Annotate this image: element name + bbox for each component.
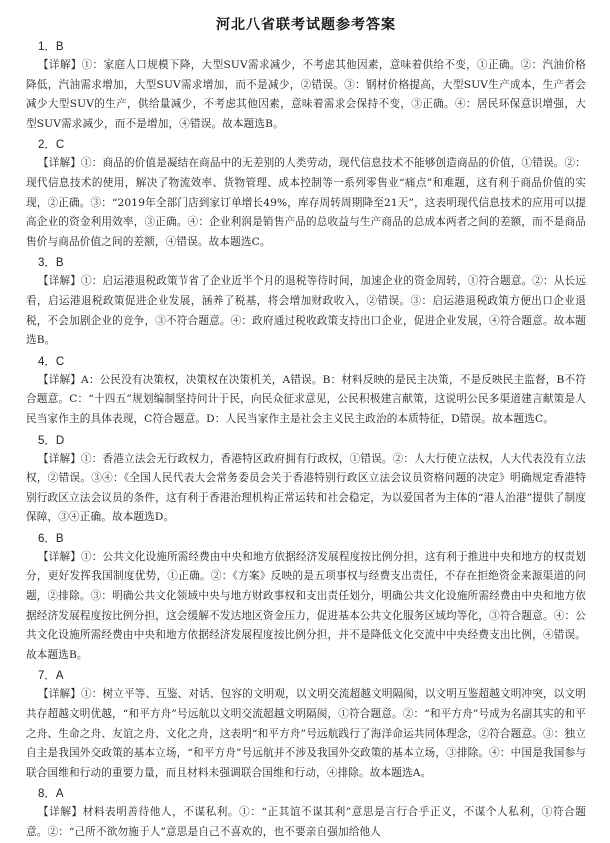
question-explanation: 【详解】材料表明善待他人，不谋私利。①：“正其谊不谋其利”意思是言行合乎正义，不谋个人私利，①符合题意。②：“己所不欲勿施于人”意思是自己不喜欢的，也不要亲自强加给他人 [26,806,586,838]
question-explanation: 【详解】①：树立平等、互鉴、对话、包容的文明观，以文明交流超越文明隔阂，以文明互鉴超越文明冲突，以文明共存超越文明优越，“和平方舟”号远航以文明交流超越文明隔阂，①符合题意。②：“和平方舟”号成为名副其实的和平之舟、生命之舟、友谊之舟、文化之舟，这表明“和平方舟”号远航践行了海洋命运共同体理念，②符合题意。③：独立自主是我国外交政策的基本立场，“和平方舟”号远航并不涉及我国外交政策的基本立场，③排除。④：中国是我国参与联合国维和行动的重要力量，而且材料未强调联合国维和行动，④排除。故本题选A。 [26,688,586,779]
question-number: 3．B [38,257,64,270]
question-6 [26,530,586,666]
question-explanation: 【详解】①：公共文化设施所需经费由中央和地方依据经济发展程度按比例分担，这有利于推进中央和地方的权责划分，更好发挥我国制度优势，①正确。②：《方案》反映的是五项事权与经费支出责任，不存在拒绝资金来源渠道的问题，②排除。③：明确公共文化领域中央与地方财政事权和支出责任划分，明确公共文化设施所需经费由中央和地方依据经济发展程度按比例分担，这会缓解不发达地区资金压力，促进基本公共文化服务区域均等化，③符合题意。④：公共文化设施所需经费由中央和地方依据经济发展程度按比例分担，并不是降低文化交流中中央经费支出比例，④错误。故本题选B。 [26,550,586,661]
question-5 [26,432,586,528]
page-title: 河北八省联考试题参考答案 [216,17,396,33]
question-number: 4．C [38,355,65,368]
question-number: 5．D [38,434,65,447]
question-1 [26,38,586,134]
question-number: 8．A [38,788,64,801]
question-explanation: 【详解】①：家庭人口规模下降，大型SUV需求减少，不考虑其他因素，意味着供给不变，①正确。②：汽油价格降低，汽油需求增加，大型SUV需求增加，而不是减少，②错误。③：钢材价格提高，大型SUV生产成本，生产者会减少大型SUV的生产，供给量减少，不考虑其他因素，意味着需求会保持不变，③正确。④：居民环保意识增强，大型SUV需求减少，而不是增加，④错误。故本题选B。 [26,59,586,130]
question-explanation: 【详解】①：香港立法会无行政权力，香港特区政府拥有行政权，①错误。②：人大行使立法权，人大代表没有立法权，②错误。③④：《全国人民代表大会常务委员会关于香港特别行政区立法会议员资格问题的决定》明确规定香港特别行政区立法会议员的条件，这有利于香港治理机构正常运转和社会稳定，为以爱国者为主体的“港人治港”提供了制度保障，③④正确。故本题选D。 [26,452,586,524]
question-number: 1．B [38,41,64,53]
question-3 [26,254,586,350]
question-number: 2．C [38,139,65,152]
question-number: 6．B [38,532,64,545]
question-2 [26,136,586,252]
question-7 [26,667,586,783]
question-explanation: 【详解】①：启运港退税政策节省了企业近半个月的退税等待时间，加速企业的资金周转，①符合题意。②：从长远看，启运港退税政策促进企业发展，涵养了税基，将会增加财政收入，②错误。③：启运港退税政策方便出口企业退税，不会加剧企业的竞争，③不符合题意。④：政府通过税收政策支持出口企业，促进企业发展，④符合题意。故本题选B。 [26,275,586,347]
question-number: 7．A [38,670,64,683]
question-explanation: 【详解】A：公民没有决策权，决策权在决策机关，A错误。B：材料反映的是民主决策，不是反映民主监督，B不符合题意。C：“十四五”规划编制坚持问计于民，向民众征求意见，公民积极建言献策，这说明公民多渠道建言献策是人民当家作主的具体表现，C符合题意。D：人民当家作主是社会主义民主政治的本质特征，D错误。故本题选C。 [26,373,586,425]
question-8 [26,785,586,842]
question-4 [26,353,586,430]
question-explanation: 【详解】①：商品的价值是凝结在商品中的无差别的人类劳动，现代信息技术不能够创造商品的价值，①错误。②：现代信息技术的使用，解决了物流效率、货物管理、成本控制等一系列零售业“痛点”和难题，这有利于商品价值的实现，②正确。③：“2019年全部门店到家订单增长49%，库存周转周期降至21天”，这表明现代信息技术的应用可以提高企业的资金利用效率，③正确。④：企业利润是销售产品的总收益与生产商品的总成本两者之间的差额，而不是商品售价与商品价值之间的差额，④错误。故本题选C。 [26,157,586,248]
